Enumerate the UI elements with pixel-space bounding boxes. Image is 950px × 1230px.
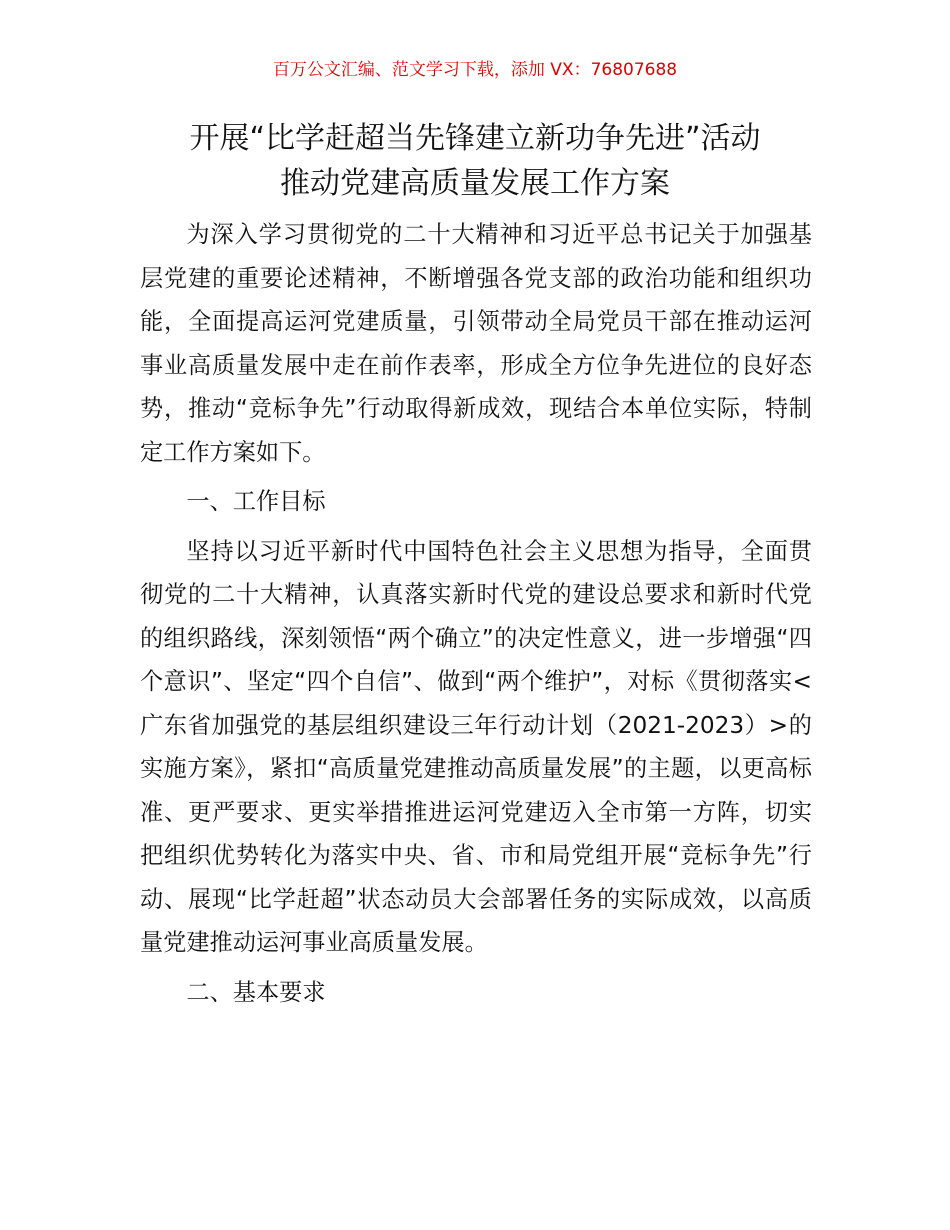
title-line-2: 推动党建高质量发展工作方案 xyxy=(280,166,670,201)
title-line-1: 开展“比学赶超当先锋建立新功争先进”活动 xyxy=(189,121,761,156)
document-title xyxy=(100,116,850,206)
document-body xyxy=(140,213,812,1020)
header-note: 百万公文汇编、范文学习下载，添加 VX：76807688 xyxy=(272,60,678,80)
section-heading-requirements: 二、基本要求 xyxy=(186,978,326,1006)
goals-paragraph: 坚持以习近平新时代中国特色社会主义思想为指导，全面贯彻党的二十大精神，认真落实新时代党的建设总要求和新时代党的组织路线，深刻领悟“两个确立”的决定性意义，进一步增强“四个意识”、坚定“四个自信”、做到“两个维护”，对标《贯彻落实<广东省加强党的基层组织建设三年行动计划（2021-2023）>的实施方案》，紧扣“高质量党建推动高质量发展”的主题，以更高标准、更严要求、更实举措推进运河党建迈入全市第一方阵，切实把组织优势转化为落实中央、省、市和局党组开展“竞标争先”行动、展现“比学赶超”状态动员大会部署任务的实际成效，以高质量党建推动运河事业高质量发展。 xyxy=(140,537,812,956)
section-heading-goals: 一、工作目标 xyxy=(186,488,326,515)
intro-paragraph: 为深入学习贯彻党的二十大精神和习近平总书记关于加强基层党建的重要论述精神，不断增强各党支部的政治功能和组织功能，全面提高运河党建质量，引领带动全局党员干部在推动运河事业高质量发展中走在前作表率，形成全方位争先进位的良好态势，推动“竞标争先”行动取得新成效，现结合本单位实际，特制定工作方案如下。 xyxy=(140,221,812,466)
